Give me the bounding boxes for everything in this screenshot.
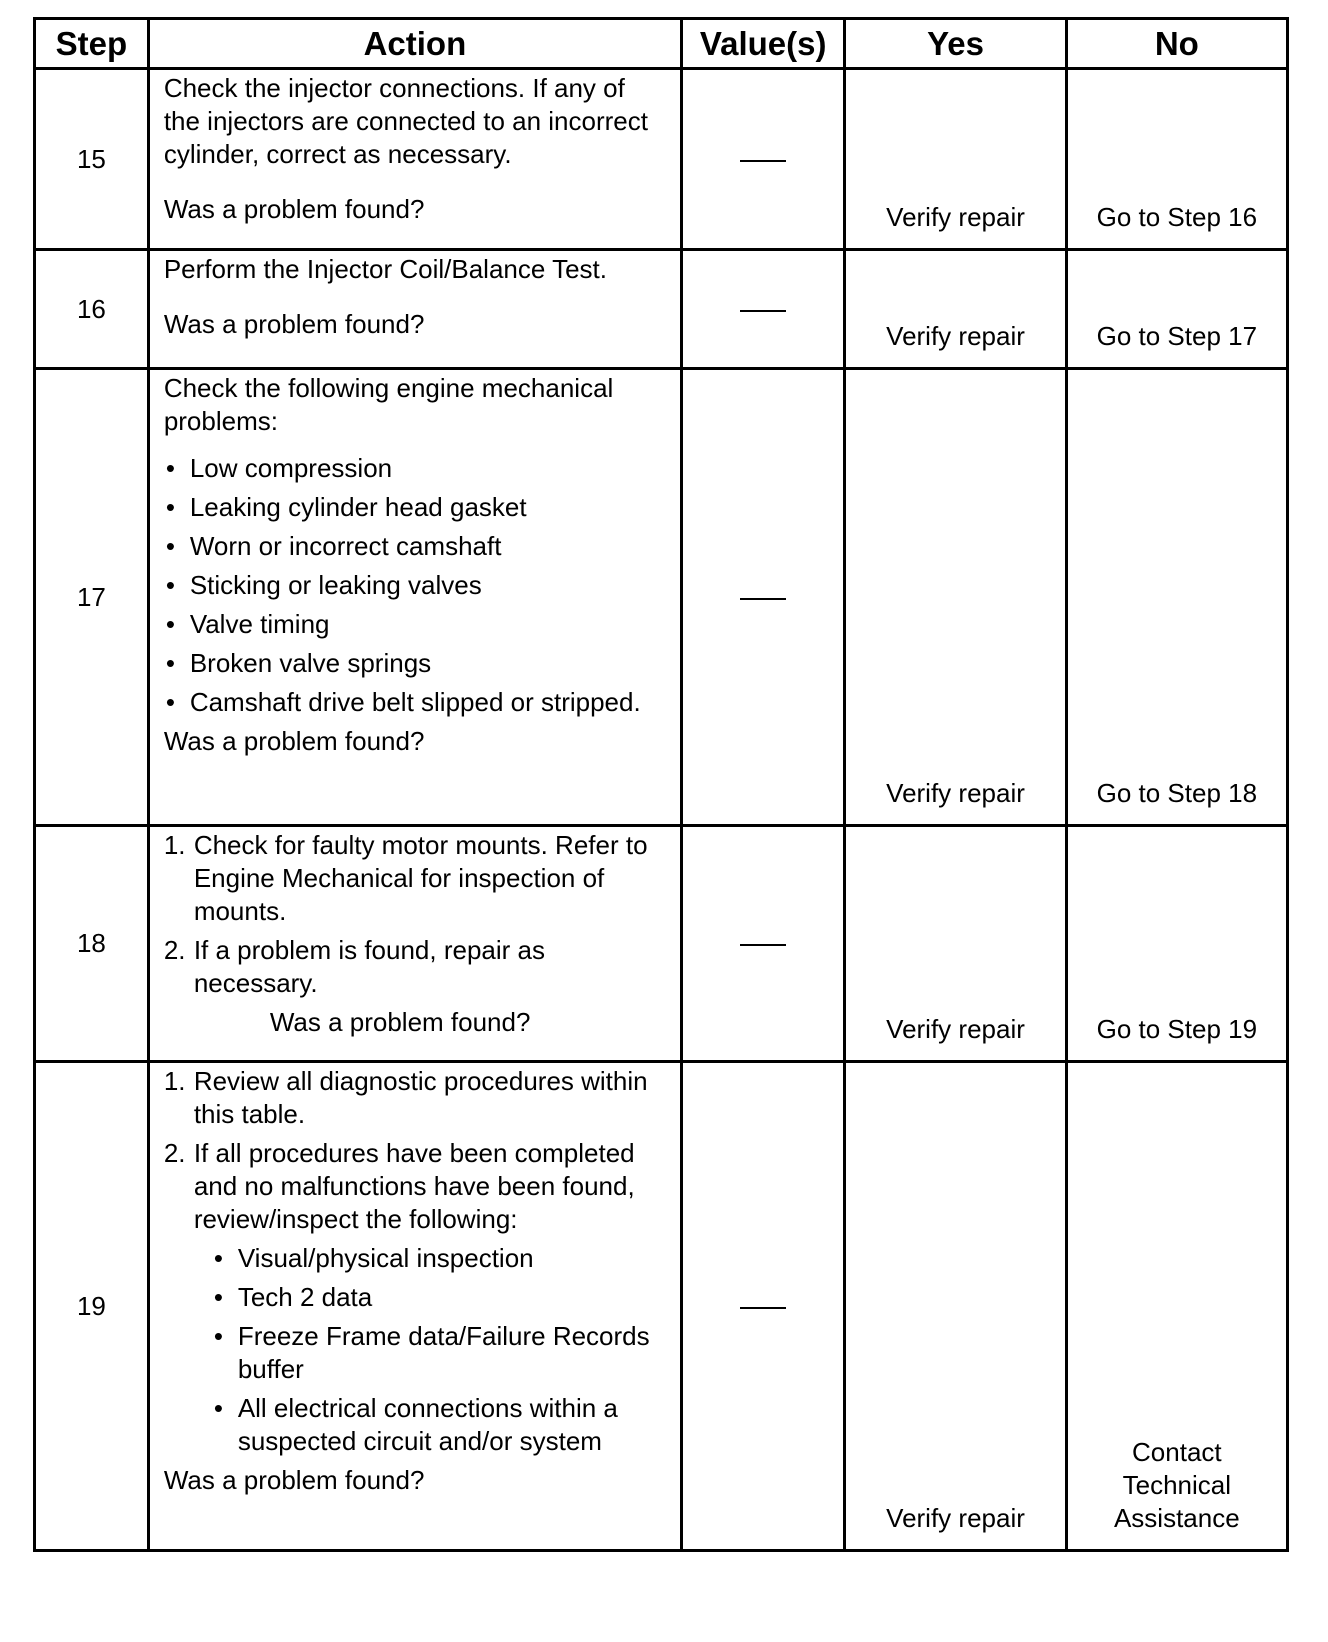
action-question: Was a problem found? (163, 309, 425, 339)
header-step: Step (35, 19, 149, 69)
header-row (35, 19, 1288, 69)
no-cell: Contact Technical Assistance (1066, 1062, 1287, 1551)
action-text: Perform the Injector Coil/Balance Test. (163, 254, 607, 284)
yes-cell: Verify repair (845, 250, 1066, 369)
list-item: • Sticking or leaking valves (164, 569, 666, 602)
value-cell (682, 369, 845, 826)
action-cell (148, 1062, 681, 1551)
value-dash (740, 598, 786, 600)
list-item: • Worn or incorrect camshaft (164, 530, 666, 563)
list-number: 1. (163, 830, 186, 860)
step-number: 18 (35, 826, 149, 1062)
list-item: • Valve timing (164, 608, 666, 641)
action-question: Was a problem found? (163, 194, 425, 224)
table-row (35, 369, 1288, 826)
value-cell (682, 1062, 845, 1551)
no-cell: Go to Step 16 (1066, 69, 1287, 250)
list-item (164, 829, 666, 928)
action-text: Check the injector connections. If any of the injectors are connected to an incorrect cylinder, correct as necessary. (163, 73, 648, 169)
value-dash (740, 1307, 786, 1309)
list-text: If a problem is found, repair as necessary. (193, 935, 545, 998)
action-cell (148, 369, 681, 826)
list-item: • All electrical connections within a suspected circuit and/or system (212, 1392, 666, 1458)
header-action: Action (148, 19, 681, 69)
table-row (35, 826, 1288, 1062)
action-question: Was a problem found? (163, 726, 425, 756)
step-number: 17 (35, 369, 149, 826)
list-item: • Broken valve springs (164, 647, 666, 680)
action-text: Check the following engine mechanical problems: (163, 373, 614, 436)
yes-cell: Verify repair (845, 826, 1066, 1062)
value-cell (682, 826, 845, 1062)
sub-bullet-list (164, 1242, 666, 1458)
value-dash (740, 944, 786, 946)
list-item: • Camshaft drive belt slipped or stripped. (164, 686, 666, 719)
numbered-list (164, 829, 666, 1000)
action-question: Was a problem found? (269, 1007, 531, 1037)
bullet-list (164, 452, 666, 719)
list-text: If all procedures have been completed and no malfunctions have been found, review/inspect the following: (193, 1138, 635, 1234)
yes-cell: Verify repair (845, 369, 1066, 826)
header-yes: Yes (845, 19, 1066, 69)
list-text: Review all diagnostic procedures within this table. (193, 1066, 648, 1129)
step-number: 19 (35, 1062, 149, 1551)
table-row (35, 250, 1288, 369)
no-cell: Go to Step 19 (1066, 826, 1287, 1062)
value-cell (682, 69, 845, 250)
step-number: 15 (35, 69, 149, 250)
diagnostic-table (33, 17, 1289, 1552)
no-cell: Go to Step 18 (1066, 369, 1287, 826)
list-item: • Low compression (164, 452, 666, 485)
list-item: • Freeze Frame data/Failure Records buffer (212, 1320, 666, 1386)
value-dash (740, 310, 786, 312)
list-item (164, 934, 666, 1000)
list-item: • Leaking cylinder head gasket (164, 491, 666, 524)
action-cell (148, 69, 681, 250)
list-item (164, 1065, 666, 1131)
table-row (35, 1062, 1288, 1551)
step-number: 16 (35, 250, 149, 369)
value-dash (740, 160, 786, 162)
numbered-list (164, 1065, 666, 1236)
list-item (164, 1137, 666, 1236)
yes-cell: Verify repair (845, 69, 1066, 250)
list-number: 2. (163, 935, 186, 965)
header-no: No (1066, 19, 1287, 69)
list-item: • Visual/physical inspection (212, 1242, 666, 1275)
table-row (35, 69, 1288, 250)
yes-cell: Verify repair (845, 1062, 1066, 1551)
list-item: • Tech 2 data (212, 1281, 666, 1314)
list-number: 1. (163, 1066, 186, 1096)
header-values: Value(s) (682, 19, 845, 69)
action-question: Was a problem found? (163, 1465, 425, 1495)
list-text: Check for faulty motor mounts. Refer to Engine Mechanical for inspection of mounts. (193, 830, 648, 926)
no-cell: Go to Step 17 (1066, 250, 1287, 369)
value-cell (682, 250, 845, 369)
action-cell (148, 826, 681, 1062)
list-number: 2. (163, 1138, 186, 1168)
action-cell (148, 250, 681, 369)
